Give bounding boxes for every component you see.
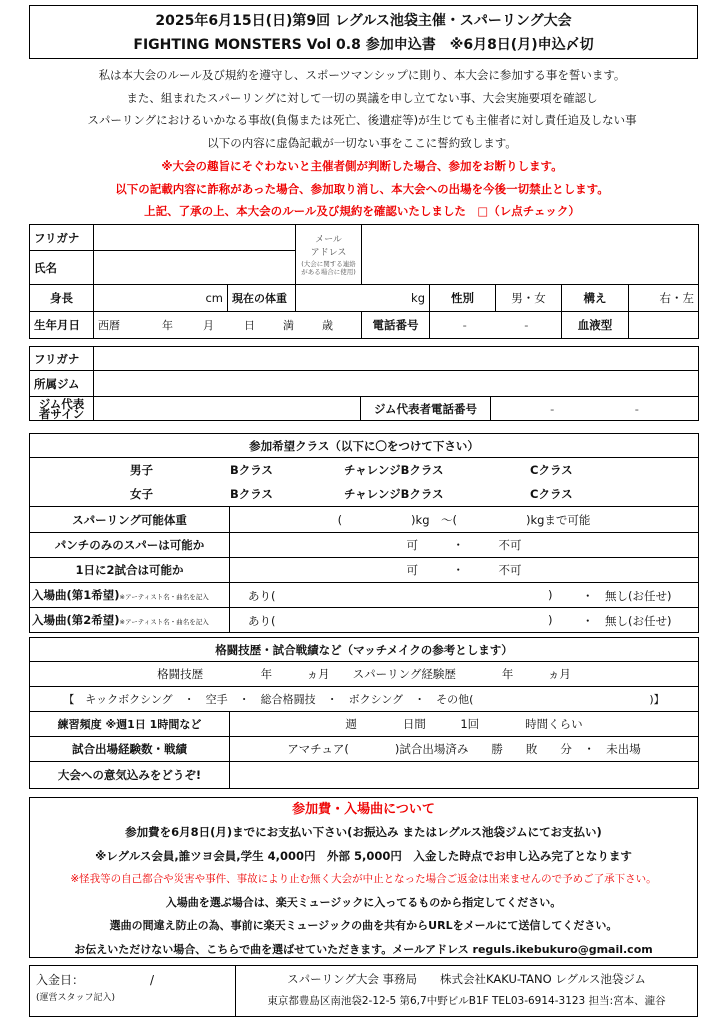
warning-line: 以下の記載内容に詐称があった場合、参加取り消し、本大会への出場を今後一切禁止とします。 xyxy=(115,181,609,196)
name-field[interactable] xyxy=(94,251,296,285)
dob-era: 西暦 xyxy=(98,319,120,332)
staff-note: (運営スタッフ記入) xyxy=(36,993,116,1003)
class-b-men[interactable]: Bクラス xyxy=(230,463,273,477)
fee-line: 入場曲を選ぶ場合は、楽天ミュージックに入ってるものから指定してください。 xyxy=(165,896,562,910)
styles-field[interactable]: 【 キックボクシング ・ 空手 ・ 総合格闘技 ・ ボクシング ・ その他( )】 xyxy=(30,687,699,712)
furigana-label: フリガナ xyxy=(30,225,94,251)
weight-label: 現在の体重 xyxy=(228,285,296,312)
phone-field[interactable]: - - xyxy=(430,312,562,339)
fee-section xyxy=(29,797,698,958)
pledge-line: 以下の内容に虚偽記載が一切ない事をここに誓約致します。 xyxy=(207,136,517,151)
history-field[interactable]: 格闘技歴 年 ヵ月 スパーリング経験歴 年 ヵ月 xyxy=(30,662,699,687)
gym-furigana-label: フリガナ xyxy=(30,347,94,371)
song1-field[interactable] xyxy=(230,583,699,608)
form-title xyxy=(29,5,698,59)
song1-yes: あり( xyxy=(248,589,276,603)
freq-field[interactable]: 週 日間 1回 時間くらい xyxy=(230,712,699,737)
class-options[interactable] xyxy=(30,458,699,507)
phone-label: 電話番号 xyxy=(362,312,430,339)
sex-label: 性別 xyxy=(430,285,496,312)
song2-note: ※アーティスト名・曲名を記入 xyxy=(119,618,209,626)
pledge-text xyxy=(20,64,704,223)
title-line-2: FIGHTING MONSTERS Vol 0.8 参加申込書 ※6月8日(月)申込〆切 xyxy=(133,37,594,53)
office-address: 東京都豊島区南池袋2-12-5 第6,7中野ビルB1F TEL03-6914-3123 担当:宮本、瀧谷 xyxy=(267,995,666,1007)
rep-sign-field[interactable] xyxy=(94,397,361,421)
class-challenge-b-women[interactable]: チャレンジBクラス xyxy=(344,487,444,501)
pledge-line: 私は本大会のルール及び規約を遵守し、スポーツマンシップに則り、本大会に参加する事を誓います。 xyxy=(98,68,626,82)
dob-label: 生年月日 xyxy=(30,312,94,339)
rep-phone-field[interactable]: - - xyxy=(491,397,699,421)
height-label: 身長 xyxy=(30,285,94,312)
rep-phone-label: ジム代表者電話番号 xyxy=(361,397,491,421)
title-line-1: 2025年6月15日(日)第9回 レグルス池袋主催・スパーリング大会 xyxy=(155,13,572,29)
fee-note: ※怪我等の自己都合や災害や事件、事故により止む無く大会が中止となった場合ご返金は出来ませんので予めご了承下さい。 xyxy=(70,872,657,885)
song1-no[interactable]: ・ 無し(お任せ) xyxy=(582,589,672,603)
song2-close: ) xyxy=(548,613,553,627)
class-heading: 参加希望クラス（以下に〇をつけて下さい） xyxy=(30,434,699,458)
dob-month: 月 xyxy=(203,319,214,332)
fee-line: お伝えいただけない場合、こちらで曲を選ばせていただきます。メールアドレス reguls.ikebukuro@gmail.com xyxy=(74,942,653,956)
warning-line: ※大会の趣旨にそぐわないと主催者側が判断した場合、参加をお断りします。 xyxy=(161,158,563,173)
weight-range-field[interactable]: ( )kg ～( )kgまで可能 xyxy=(230,507,699,533)
personal-info-table xyxy=(29,224,699,339)
height-field[interactable]: cm xyxy=(94,285,228,312)
email-field[interactable] xyxy=(362,225,699,285)
sex-options[interactable]: 男・女 xyxy=(496,285,562,312)
class-row-men[interactable] xyxy=(34,458,694,482)
gym-info-table xyxy=(29,346,699,421)
class-challenge-b-men[interactable]: チャレンジBクラス xyxy=(344,463,444,477)
blood-field[interactable] xyxy=(629,312,699,339)
email-label: メール アドレス xyxy=(310,234,347,258)
dob-field[interactable] xyxy=(94,312,362,339)
pledge-line: また、組まれたスパーリングに対して一切の異議を申し立てない事、大会実施要項を確認し xyxy=(126,90,598,105)
class-c-men[interactable]: Cクラス xyxy=(530,463,573,477)
fee-line: ※レグルス会員,誰ツヨ会員,学生 4,000円 外部 5,000円 入金した時点でお申し込み完了となります xyxy=(95,848,632,863)
gym-field[interactable] xyxy=(94,371,699,397)
freq-label: 練習頻度 ※週1日 1時間など xyxy=(30,712,230,737)
motivation-label: 大会への意気込みをどうぞ! xyxy=(30,762,230,789)
class-gender-women: 女子 xyxy=(130,487,153,501)
class-c-women[interactable]: Cクラス xyxy=(530,487,573,501)
rep-sign-label: ジム代表者サイン xyxy=(30,397,94,421)
two-match-options[interactable]: 可 ・ 不可 xyxy=(230,558,699,583)
dob-age-suffix: 歳 xyxy=(322,319,333,332)
office-name: スパーリング大会 事務局 株式会社KAKU-TANO レグルス池袋ジム xyxy=(287,972,646,986)
dob-year: 年 xyxy=(162,319,173,332)
stance-label: 構え xyxy=(562,285,629,312)
pledge-line: スパーリングにおけるいかなる事故(負傷または死亡、後遺症等)が生じても主催者に対し責任追及しない事 xyxy=(87,113,637,128)
song2-field[interactable] xyxy=(230,608,699,633)
motivation-field[interactable] xyxy=(230,762,699,789)
fee-title: 参加費・入場曲について xyxy=(292,802,435,817)
class-row-women[interactable] xyxy=(34,482,694,506)
class-b-women[interactable]: Bクラス xyxy=(230,487,273,501)
deposit-label: 入金日： / xyxy=(36,973,155,987)
stance-options[interactable]: 右・左 xyxy=(629,285,699,312)
weight-field[interactable]: kg xyxy=(296,285,430,312)
record-table xyxy=(29,637,699,789)
record-heading: 格闘技歴・試合戦績など（マッチメイクの参考とします） xyxy=(30,638,699,662)
gym-label: 所属ジム xyxy=(30,371,94,397)
deposit-box[interactable] xyxy=(30,966,236,1016)
song1-label: 入場曲(第1希望) xyxy=(32,588,120,602)
footer xyxy=(29,965,698,1017)
organizer-info xyxy=(236,966,697,1016)
blood-label: 血液型 xyxy=(562,312,629,339)
fee-line: 参加費を6月8日(月)までにお支払い下さい(お振込み またはレグルス池袋ジムにてお支払い) xyxy=(125,825,602,840)
two-match-label: 1日に2試合は可能か xyxy=(30,558,230,583)
dob-age-prefix: 満 xyxy=(283,319,294,332)
class-gender-men: 男子 xyxy=(130,463,153,477)
email-note: (大会に関する連絡がある場合に使用) xyxy=(301,259,356,276)
dob-day: 日 xyxy=(244,319,255,332)
song1-label-cell xyxy=(30,583,230,608)
furigana-field[interactable] xyxy=(94,225,296,251)
class-table xyxy=(29,433,699,633)
consent-checkbox-line[interactable]: 上記、了承の上、本大会のルール及び規約を確認いたしました □（レ点チェック） xyxy=(144,204,580,219)
weight-range-label: スパーリング可能体重 xyxy=(30,507,230,533)
song1-close: ) xyxy=(548,588,553,602)
song2-label-cell xyxy=(30,608,230,633)
song2-yes: あり( xyxy=(248,614,276,628)
name-label: 氏名 xyxy=(30,251,94,285)
fee-line: 選曲の間違え防止の為、事前に楽天ミュージックの曲を共有からURLをメールにて送信してください。 xyxy=(109,919,618,933)
punch-only-label: パンチのみのスパーは可能か xyxy=(30,533,230,558)
song1-note: ※アーティスト名・曲名を記入 xyxy=(119,593,209,601)
song2-label: 入場曲(第2希望) xyxy=(32,613,120,627)
punch-only-options[interactable]: 可 ・ 不可 xyxy=(230,533,699,558)
exp-field[interactable]: アマチュア( )試合出場済み 勝 敗 分 ・ 未出場 xyxy=(230,737,699,762)
gym-furigana-field[interactable] xyxy=(94,347,699,371)
song2-no[interactable]: ・ 無し(お任せ) xyxy=(582,614,672,628)
exp-label: 試合出場経験数・戦績 xyxy=(30,737,230,762)
email-label-cell xyxy=(296,225,362,285)
